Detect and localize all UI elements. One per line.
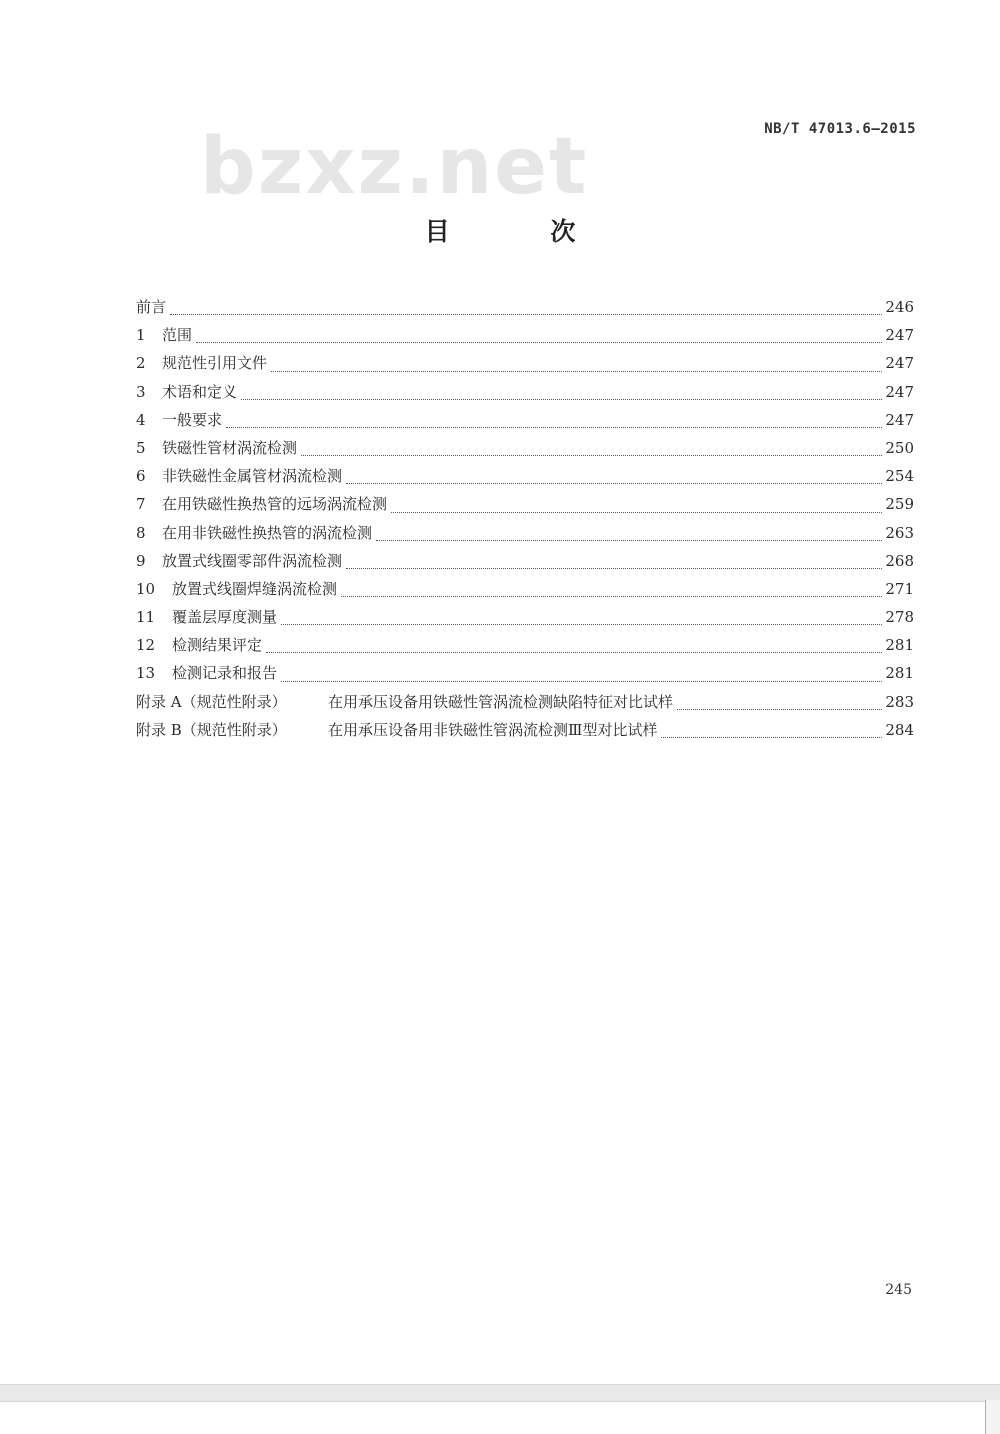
dot-leader — [266, 652, 882, 653]
toc-entry-6[interactable] — [136, 465, 914, 493]
toc-entry-5[interactable] — [136, 437, 914, 465]
toc-entry-page: 268 — [885, 551, 914, 570]
toc-entry-foreword[interactable] — [136, 296, 914, 324]
dot-leader — [170, 314, 882, 315]
page-number: 245 — [885, 1282, 912, 1298]
viewer-scroll-edge — [985, 1400, 1000, 1434]
toc-entry-page: 283 — [885, 692, 914, 711]
toc-entry-number: 6 — [136, 467, 146, 486]
dot-leader — [376, 540, 882, 541]
toc-entry-number: 2 — [136, 354, 146, 373]
dot-leader — [281, 624, 882, 625]
dot-leader — [196, 342, 882, 343]
toc-entry-number: 4 — [136, 410, 146, 429]
dot-leader — [241, 399, 882, 400]
toc-entry-label: 检测记录和报告 — [172, 664, 278, 683]
toc-entry-page: 246 — [885, 298, 914, 316]
toc-entry-page: 250 — [885, 438, 914, 457]
toc-entry-label: 铁磁性管材涡流检测 — [162, 438, 298, 457]
toc-entry-label: 在用承压设备用非铁磁性管涡流检测Ⅲ型对比试样 — [328, 720, 658, 739]
toc-entry-label: 术语和定义 — [162, 382, 238, 401]
toc-entry-label: 放置式线圈零部件涡流检测 — [162, 551, 343, 570]
toc-entry-page: 271 — [885, 579, 914, 598]
annex-prefix: 附录 A（规范性附录） — [136, 692, 287, 711]
toc-entry-page: 254 — [885, 467, 914, 486]
toc-entry-number: 7 — [136, 495, 146, 514]
dot-leader — [271, 371, 882, 372]
toc-entry-number: 13 — [136, 664, 156, 683]
annex-prefix: 附录 B（规范性附录） — [136, 720, 287, 739]
toc-title: 目 次 — [424, 217, 622, 246]
toc-entry-label: 在用铁磁性换热管的远场涡流检测 — [162, 495, 388, 514]
toc-entry-number: 10 — [136, 579, 156, 598]
toc-entry-number: 3 — [136, 382, 146, 401]
toc-entry-8[interactable] — [136, 522, 914, 550]
toc-entry-label: 覆盖层厚度测量 — [172, 608, 278, 627]
toc-entry-13[interactable] — [136, 662, 914, 690]
dot-leader — [346, 483, 882, 484]
toc-entry-number: 12 — [136, 636, 156, 655]
toc-entry-4[interactable] — [136, 409, 914, 437]
toc-entry-12[interactable] — [136, 634, 914, 662]
toc-entry-2[interactable] — [136, 352, 914, 380]
toc-entry-page: 281 — [885, 636, 914, 655]
toc-entry-page: 247 — [885, 410, 914, 429]
toc-entry-label: 范围 — [162, 326, 193, 345]
toc-entry-page: 247 — [885, 326, 914, 345]
dot-leader — [301, 455, 882, 456]
toc-entry-page: 284 — [885, 720, 914, 739]
toc-entry-annex-b[interactable] — [136, 719, 914, 747]
toc-entry-page: 247 — [885, 354, 914, 373]
dot-leader — [391, 512, 882, 513]
toc-entry-label: 一般要求 — [162, 410, 223, 429]
dot-leader — [677, 709, 882, 710]
toc-entry-number: 1 — [136, 326, 146, 345]
toc-entry-annex-a[interactable] — [136, 691, 914, 719]
watermark: bzxz.net — [200, 122, 589, 212]
toc-entry-label: 规范性引用文件 — [162, 354, 268, 373]
viewer-bottom-bar — [0, 1384, 1000, 1402]
toc-entry-7[interactable] — [136, 493, 914, 521]
toc-entry-10[interactable] — [136, 578, 914, 606]
toc-entry-page: 263 — [885, 523, 914, 542]
dot-leader — [281, 681, 882, 682]
toc-entry-page: 259 — [885, 495, 914, 514]
toc-entry-3[interactable] — [136, 381, 914, 409]
toc-entry-number: 11 — [136, 608, 156, 627]
table-of-contents — [136, 296, 914, 747]
toc-entry-page: 247 — [885, 382, 914, 401]
toc-entry-page: 278 — [885, 608, 914, 627]
dot-leader — [341, 596, 882, 597]
toc-entry-number: 5 — [136, 438, 146, 457]
document-number: NB/T 47013.6—2015 — [764, 121, 916, 137]
toc-entry-label: 在用非铁磁性换热管的涡流检测 — [162, 523, 373, 542]
toc-entry-label: 检测结果评定 — [172, 636, 263, 655]
toc-entry-label: 在用承压设备用铁磁性管涡流检测缺陷特征对比试样 — [328, 692, 674, 711]
toc-entry-number: 8 — [136, 523, 146, 542]
toc-entry-label: 非铁磁性金属管材涡流检测 — [162, 467, 343, 486]
dot-leader — [226, 427, 882, 428]
dot-leader — [661, 737, 882, 738]
toc-entry-label: 前言 — [136, 298, 167, 316]
dot-leader — [346, 568, 882, 569]
toc-entry-9[interactable] — [136, 550, 914, 578]
toc-entry-11[interactable] — [136, 606, 914, 634]
toc-entry-page: 281 — [885, 664, 914, 683]
toc-entry-label: 放置式线圈焊缝涡流检测 — [172, 579, 338, 598]
toc-entry-1[interactable] — [136, 324, 914, 352]
toc-entry-number: 9 — [136, 551, 146, 570]
